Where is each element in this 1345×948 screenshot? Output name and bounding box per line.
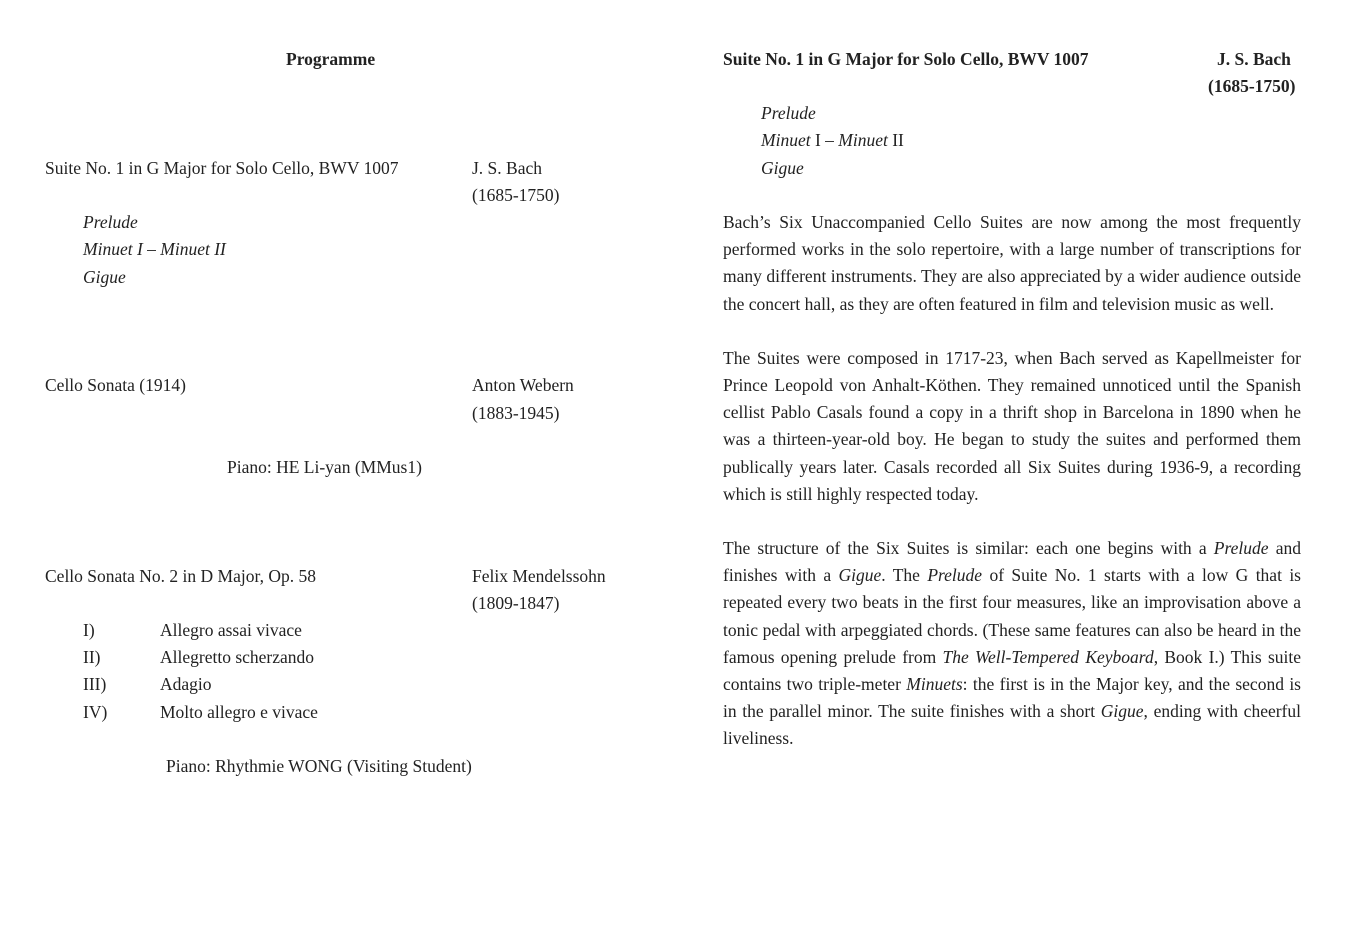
piece-3-title: Cello Sonata No. 2 in D Major, Op. 58	[45, 566, 317, 586]
movement-part: II	[887, 130, 904, 150]
piece-1-movement: Minuet I – Minuet II	[83, 239, 226, 259]
text-span-italic: Prelude	[1213, 538, 1269, 559]
movement-name: Allegretto scherzando	[160, 647, 315, 667]
piece-3-composer: Felix Mendelssohn	[472, 566, 606, 586]
notes-movement	[761, 127, 904, 154]
text-span: , Book I.) This suite contains two triple-meter	[723, 646, 1302, 695]
text-span: of Suite No. 1 starts with a low G that is repeated every two beats in the first four measures, like an improvisation above a tonic pedal with arpeggiated chords. (These same features can also be heard in the famous opening prelude from	[723, 565, 1301, 667]
text-span: : the first is in the Major key, and the second is in the parallel minor. The suite finishes with a short	[723, 674, 1301, 722]
notes-movement: Gigue	[761, 158, 804, 178]
notes-title: Suite No. 1 in G Major for Solo Cello, BWV 1007	[723, 49, 1089, 69]
notes-paragraph-2: The Suites were composed in 1717-23, when Bach served as Kapellmeister for Prince Leopold von Anhalt-Köthen. They remained unnoticed until the Spanish cellist Pablo Casals found a copy in a thrift shop in Barcelona in 1890 when he was a thirteen-year-old boy. He began to study the suites and performed them publically years later. Casals recorded all Six Suites during 1936-9, a recording which is still highly respected today.	[723, 347, 1301, 504]
text-span-italic: Gigue	[838, 565, 882, 586]
movement-part: Minuet	[838, 130, 888, 150]
piece-1-composer: J. S. Bach	[472, 158, 542, 178]
movement-number: I)	[83, 620, 95, 640]
piece-2-dates: (1883-1945)	[472, 403, 560, 423]
piece-1-movement: Prelude	[83, 212, 138, 232]
piece-3-performer: Piano: Rhythmie WONG (Visiting Student)	[166, 756, 472, 776]
movement-part: Minuet	[761, 130, 811, 150]
text-span-italic: The Well-Tempered Keyboard	[942, 646, 1154, 667]
movement-part: I –	[810, 130, 839, 150]
piece-2-composer: Anton Webern	[472, 375, 574, 395]
notes-composer: J. S. Bach	[1217, 49, 1291, 69]
notes-paragraph-3	[723, 535, 1301, 753]
piece-1-dates: (1685-1750)	[472, 185, 560, 205]
text-span: , ending with cheerful liveliness.	[723, 701, 1301, 749]
text-span-italic: Gigue	[1100, 701, 1144, 722]
notes-paragraph-1: Bach’s Six Unaccompanied Cello Suites are now among the most frequently performed works in the solo repertoire, with a large number of transcriptions for many different instruments. They are also appreciated by a wider audience outside the concert hall, as they are often featured in film and television music as well.	[723, 212, 1301, 314]
piece-2-title: Cello Sonata (1914)	[45, 375, 186, 395]
movement-number: IV)	[83, 702, 108, 722]
movement-number: II)	[83, 647, 101, 667]
piece-3-dates: (1809-1847)	[472, 593, 560, 613]
text-span: . The	[881, 565, 928, 586]
text-span: and finishes with a	[723, 538, 1301, 586]
text-span-italic: Prelude	[927, 565, 983, 586]
movement-number: III)	[83, 674, 107, 694]
movement-name: Molto allegro e vivace	[160, 702, 318, 722]
notes-dates: (1685-1750)	[1208, 76, 1296, 96]
piece-1-movement: Gigue	[83, 267, 126, 287]
notes-movement: Prelude	[761, 103, 816, 123]
movement-name: Allegro assai vivace	[160, 620, 302, 640]
notes-body	[723, 209, 1301, 780]
piece-1-title: Suite No. 1 in G Major for Solo Cello, BWV 1007	[45, 158, 399, 178]
programme-heading: Programme	[286, 49, 376, 69]
text-span-italic: Minuets	[906, 674, 963, 695]
text-span: The structure of the Six Suites is similar: each one begins with a	[723, 538, 1214, 559]
piece-2-performer: Piano: HE Li-yan (MMus1)	[227, 457, 422, 477]
movement-name: Adagio	[160, 674, 212, 694]
